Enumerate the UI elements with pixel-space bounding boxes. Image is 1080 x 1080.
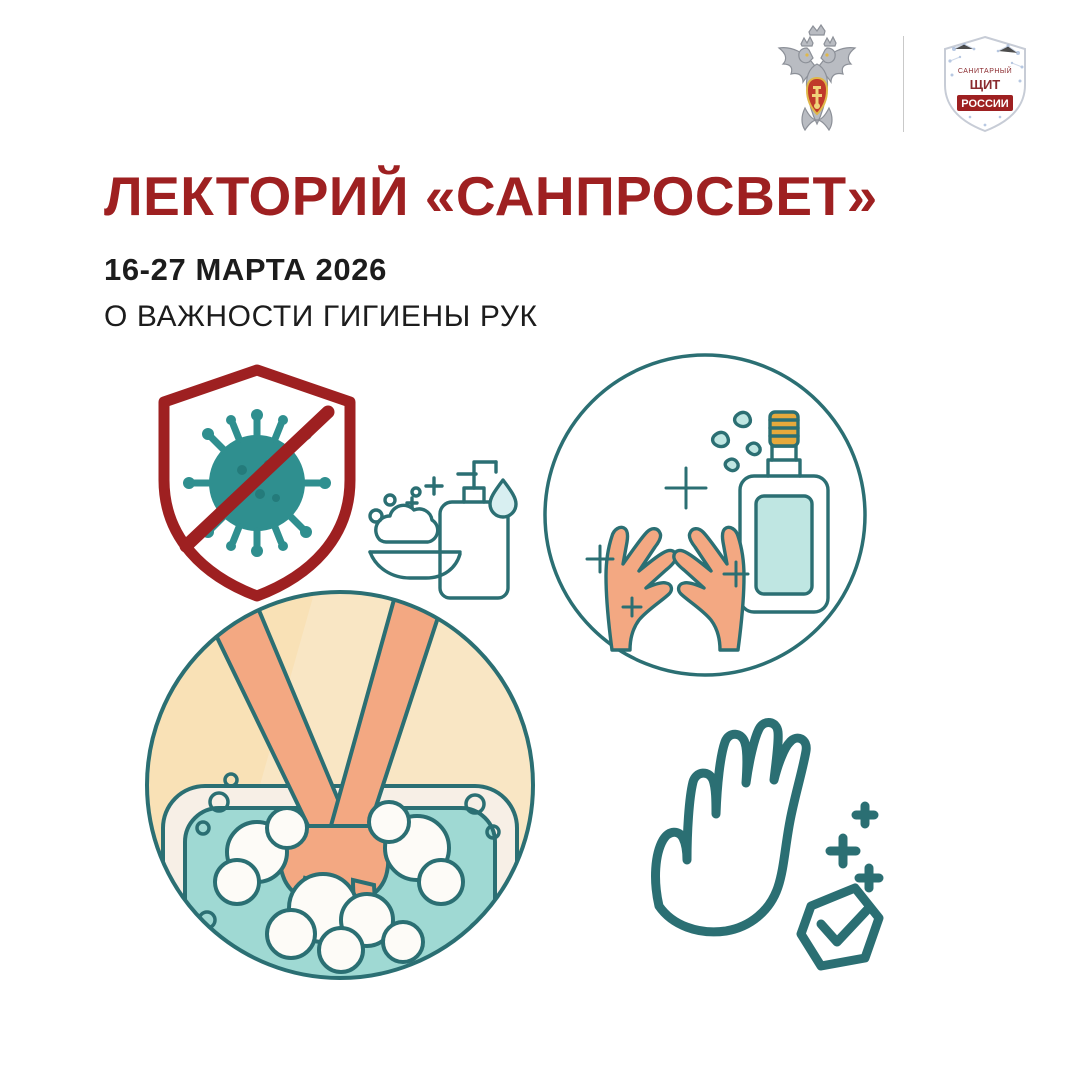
title-block bbox=[104, 165, 984, 334]
sanitary-shield-russia-logo bbox=[930, 29, 1040, 139]
rospotrebnadzor-emblem bbox=[757, 24, 877, 144]
spray-sanitizer-hands-illustration bbox=[540, 350, 870, 685]
svg-text:САНИТАРНЫЙ: САНИТАРНЫЙ bbox=[957, 68, 1013, 75]
page-title: ЛЕКТОРИЙ «САНПРОСВЕТ» bbox=[104, 165, 878, 227]
hand-check-shield-illustration bbox=[615, 710, 905, 995]
svg-text:РОССИИ: РОССИИ bbox=[961, 98, 1009, 110]
event-dates: 16-27 МАРТА 2026 bbox=[104, 251, 387, 287]
svg-text:ЩИТ: ЩИТ bbox=[969, 77, 1001, 92]
shield-virus-blocked-illustration bbox=[150, 360, 365, 610]
logo-divider bbox=[903, 36, 904, 132]
handwashing-sink-illustration bbox=[145, 590, 535, 985]
header-logos bbox=[757, 24, 1040, 144]
event-topic: О ВАЖНОСТИ ГИГИЕНЫ РУК bbox=[104, 299, 538, 333]
illustration-group bbox=[0, 340, 1080, 1060]
